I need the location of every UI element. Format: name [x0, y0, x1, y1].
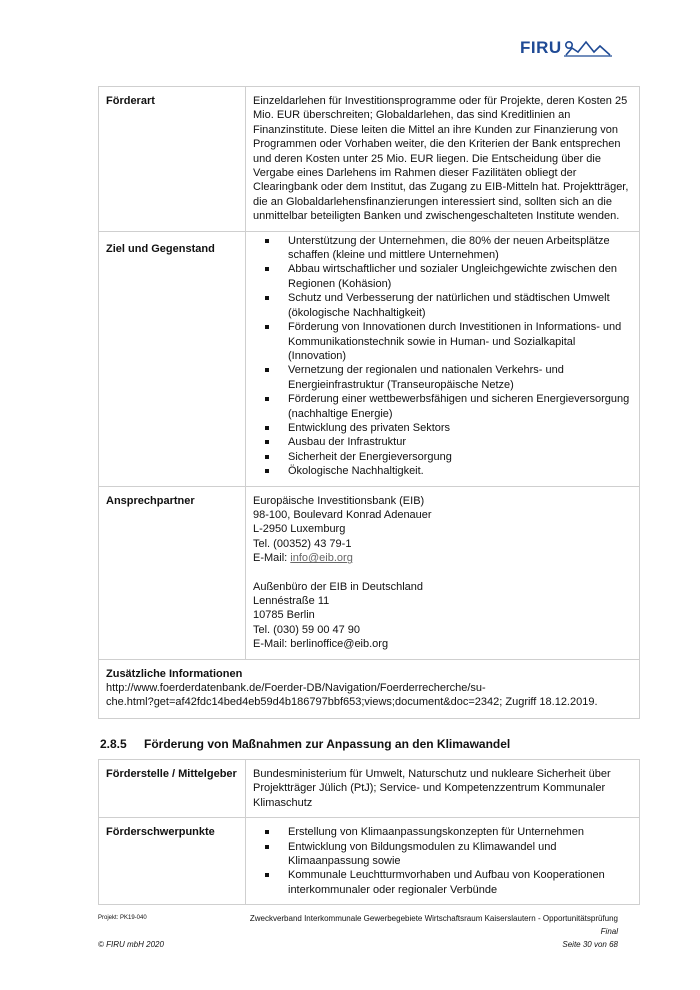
logo-text: FIRU: [520, 38, 562, 57]
footer-page-number: Seite 30 von 68: [562, 940, 618, 949]
section-heading: [100, 737, 510, 751]
funding-table-climate: [98, 759, 640, 905]
address-line: Lennéstraße 11: [253, 595, 330, 607]
address-line: 10785 Berlin: [253, 609, 315, 622]
row-text: Einzeldarlehen für Investitionsprogramme oder für Projekte, deren Kosten 25 Mio. EUR überschreiten; Globaldarlehen, das sind Kreditlinien an Finanzinstitute. Diese leiten die Mittel an ihre Kunden zur Finanzierung von Programmen oder Vorhaben weiter, die den Kriterien der Bank entsprechen und deren Kosten unter 25 Mio. EUR liegen. Die Entscheidung über die Vergabe eines Darlehens im Rahmen dieser Fazilitäten obliegt der Clearingbank oder dem Institut, das Zugang zu EIB-Mitteln hat. Projektträger, die an Globaldarlehensfinanzierungen interessiert sind, sollten sich an die unmittelbar beteiligten Banken und zwischengeschalteten Institute wenden.: [246, 87, 640, 232]
footer-title: Zweckverband Interkommunale Gewerbegebiete Wirtschaftsraum Kaiserslautern - Opportunitätsprüfung: [249, 914, 618, 923]
row-label: Ansprechpartner: [99, 486, 246, 659]
extra-info-label: Zusätzliche Informationen: [106, 667, 243, 680]
list-item: Förderung einer wettbewerbsfähigen und sicheren Energieversorgung (nachhaltige Energie): [288, 392, 632, 421]
footer-project: Projekt: PK19-040: [98, 915, 147, 921]
address-line: Europäische Investitionsbank (EIB): [253, 494, 425, 507]
goal-bullet-list: [253, 234, 632, 479]
extra-info-line: che.html?get=af42fdc14bed4eb59d4b186797bbf653;views;document&doc=2342; Zugriff 18.12.2019.: [106, 696, 598, 709]
section-number: 2.8.5: [100, 737, 127, 751]
list-item: Förderung von Innovationen durch Investitionen in Informations- und Kommunikationstechnik sowie in Human- und Sozialkapital (Innovation): [288, 320, 632, 363]
list-item: Entwicklung von Bildungsmodulen zu Klimawandel und Klimaanpassung sowie: [288, 840, 632, 869]
section-title: Förderung von Maßnahmen zur Anpassung an den Klimawandel: [144, 737, 511, 751]
list-item: Schutz und Verbesserung der natürlichen und städtischen Umwelt (ökologische Nachhaltigkeit): [288, 291, 632, 320]
table-row: [99, 818, 640, 905]
logo-mark-icon: [564, 38, 612, 58]
focus-bullet-list: [253, 825, 632, 897]
row-label: Förderschwerpunkte: [99, 818, 246, 905]
list-item: Ausbau der Infrastruktur: [288, 435, 632, 449]
list-item: Unterstützung der Unternehmen, die 80% der neuen Arbeitsplätze schaffen (kleine und mittlere Unternehmen): [288, 234, 632, 263]
address-line: E-Mail: berlinoffice@eib.org: [253, 638, 389, 651]
table-row: [99, 87, 640, 232]
table-row: [99, 760, 640, 818]
address-line: Außenbüro der EIB in Deutschland: [253, 580, 423, 593]
list-item: Erstellung von Klimaanpassungskonzepten für Unternehmen: [288, 825, 632, 839]
table-row: [99, 486, 640, 659]
row-label: Förderart: [99, 87, 246, 232]
row-label: Ziel und Gegenstand: [99, 231, 246, 486]
row-text: Bundesministerium für Umwelt, Naturschutz und nukleare Sicherheit über Projektträger Jülich (PtJ); Service- und Kompetenzzentrum Kommunaler Klimaschutz: [246, 760, 640, 818]
address-line: Tel. (00352) 43 79-1: [253, 537, 352, 550]
row-label: Förderstelle / Mittelgeber: [99, 760, 246, 818]
extra-info-line: http://www.foerderdatenbank.de/Foerder-DB/Navigation/Foerderrecherche/su-: [106, 682, 486, 695]
list-item: Abbau wirtschaftlicher und sozialer Ungleichgewichte zwischen den Regionen (Kohäsion): [288, 262, 632, 291]
footer-status: Final: [600, 927, 618, 936]
funding-table-eib: [98, 86, 640, 719]
extra-info-cell: [99, 659, 640, 718]
email-link[interactable]: info@eib.org: [290, 552, 353, 565]
footer-copyright: © FIRU mbH 2020: [98, 940, 164, 949]
address-line: 98-100, Boulevard Konrad Adenauer: [253, 508, 432, 521]
address-line: Tel. (030) 59 00 47 90: [253, 623, 361, 636]
list-item: Ökologische Nachhaltigkeit.: [288, 464, 632, 478]
contact-address: [246, 486, 640, 659]
address-line: L-2950 Luxemburg: [253, 523, 346, 536]
list-item: Vernetzung der regionalen und nationalen Verkehrs- und Energieinfrastruktur (Transeuropäische Netze): [288, 363, 632, 392]
table-row: [99, 231, 640, 486]
email-prefix: E-Mail:: [253, 552, 291, 565]
firu-logo: [520, 38, 612, 58]
list-item: Sicherheit der Energieversorgung: [288, 450, 632, 464]
list-item: Kommunale Leuchtturmvorhaben und Aufbau von Kooperationen interkommunaler oder regionaler Verbünde: [288, 868, 632, 897]
list-item: Entwicklung des privaten Sektors: [288, 421, 632, 435]
table-row: [99, 659, 640, 718]
